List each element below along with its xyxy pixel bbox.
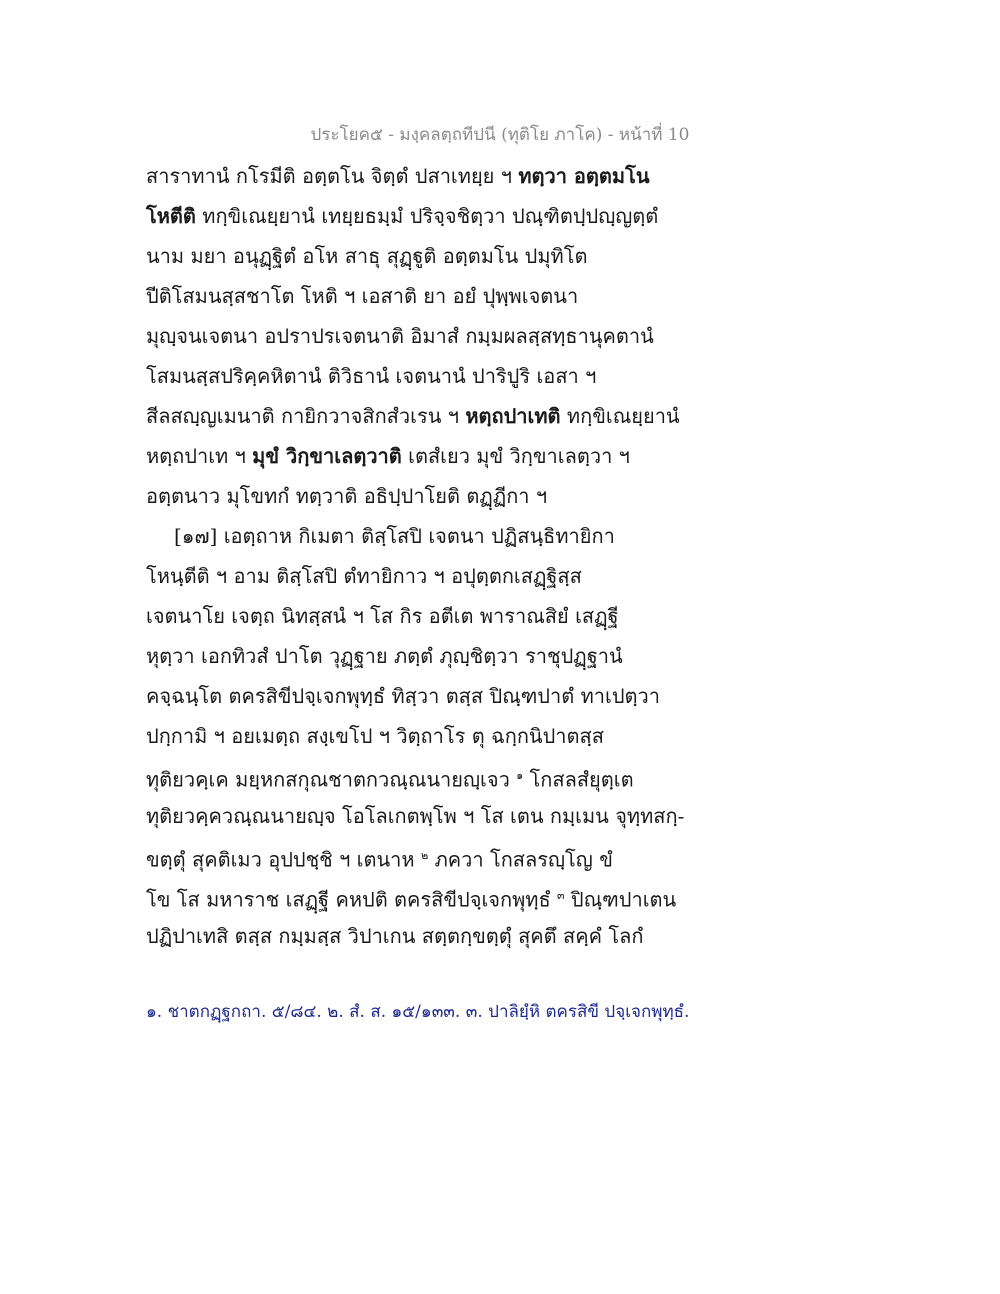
text-line-4: ปีติโสมนสฺสชาโต โหติ ฯ เอสาติ ยา อยํ ปุพฺพเจตนา <box>146 284 579 308</box>
text-line-18: ขตฺตุํ สุคติเมว อุปปชฺชิ ฯ เตนาห $^๒$ ภควา โกสลรญฺโญ ขํ <box>146 847 613 872</box>
text-line-15: ปกฺกามิ ฯ อยเมตฺถ สงฺเขโป ฯ วิตฺถาโร ตุ ฉกฺกนิปาตสฺส <box>146 724 604 748</box>
text-line-11: โหนฺตีติ ฯ อาม ติสฺโสปิ ตํทายิกาว ฯ อปุตฺตกเสฏฺฐิสฺส <box>146 564 582 588</box>
text-line-12: เจตนาโย เจตฺถ นิทสฺสนํ ฯ โส กิร อตีเต พาราณสิยํ เสฏฺฐี <box>146 604 619 628</box>
text-line-5: มุญฺจนเจตนา อปราปรเจตนาติ อิมาสํ กมฺมผลสฺสทฺธานุคตานํ <box>146 324 654 348</box>
text-line-2: โหตีติ ทกฺขิเณยฺยานํ เทยฺยธมฺมํ ปริจฺจชิตฺวา ปณฺฑิตปฺปญฺญตฺตํ <box>146 204 659 228</box>
text-line-3: นาม มยา อนุฏฺฐิตํ อโห สาธุ สุฏฺฐูติ อตฺตมโน ปมุทิโต <box>146 244 588 268</box>
footnote-text: ๑. ชาตกฏฺฐกถา. ๕/๘๔. ๒. สํ. ส. ๑๕/๑๓๓. ๓. ปาลิยํฺหิ ตครสิขี ปจฺเจกพุทฺธํ. <box>146 1002 690 1022</box>
paragraph-start-line: [๑๗] เอตฺถาห กิเมตา ติสฺโสปิ เจตนา ปฏิสนฺธิทายิกา <box>174 524 615 548</box>
page-header-title: ประโยค๕ - มงฺคลตฺถทีปนี (ทุติโย ภาโค) - หน้าที่ 10 <box>310 125 690 145</box>
footnotes <box>146 998 746 1025</box>
footnote-marker: ๑ <box>516 769 524 782</box>
text-line-20: ปฏิปาเทสิ ตสฺส กมฺมสฺส วิปาเกน สตฺตกฺขตฺตุํ สุคตึ สคฺคํ โลกํ <box>146 924 644 948</box>
footnote-marker: ๓ <box>557 889 565 902</box>
text-line-6: โสมนสฺสปริคฺคหิตานํ ติวิธานํ เจตนานํ ปาริปูริ เอสา ฯ <box>146 364 597 388</box>
bold-term: โหตีติ <box>146 204 196 228</box>
text-line-17: ทุติยวคฺควณฺณนายญฺจ โอโลเกตพฺโพ ฯ โส เตน กมฺเมน จุทฺทสกฺ- <box>146 804 685 828</box>
text-line-14: คจฺฉนฺโต ตครสิขีปจฺเจกพุทฺธํ ทิสฺวา ตสฺส ปิณฺฑปาตํ ทาเปตฺวา <box>146 684 660 708</box>
text-line-7: สีลสญฺญเมนาติ กายิกวาจสิกสํวเรน ฯ หตฺถปาเทติ ทกฺขิเณยฺยานํ <box>146 404 680 428</box>
text-line-8: หตฺถปาเท ฯ มุขํ วิกฺขาเลตฺวาติ เตสํเยว มุขํ วิกฺขาเลตฺวา ฯ <box>146 444 630 468</box>
page-header <box>0 121 1000 148</box>
bold-term: ทตฺวา อตฺตมโน <box>518 164 650 188</box>
text-line-19: โข โส มหาราช เสฏฺฐี คหปติ ตครสิขีปจฺเจกพุทฺธํ $^๓$ ปิณฺฑปาเตน <box>146 887 677 912</box>
text-line-16: ทุติยวคฺเค มยฺหกสกุณชาตกวณฺณนายญฺเจว $^๑$ โกสลสํยุตฺเต <box>146 767 634 792</box>
body-text <box>146 156 706 956</box>
footnote-marker: ๒ <box>420 849 429 862</box>
text-line-9: อตฺตนาว มุโขทกํ ทตฺวาติ อธิปฺปาโยติ ตฏฺฏีกา ฯ <box>146 484 548 508</box>
text-line-13: หุตฺวา เอกทิวสํ ปาโต วุฏฺฐาย ภตฺตํ ภุญฺชิตฺวา ราชุปฏฺฐานํ <box>146 644 623 668</box>
text-line-1: สาราทานํ กโรมีติ อตฺตโน จิตฺตํ ปสาเทยฺย ฯ ทตฺวา อตฺตมโน <box>146 164 650 188</box>
bold-term: หตฺถปาเทติ <box>465 404 561 428</box>
bold-term: มุขํ วิกฺขาเลตฺวาติ <box>252 444 402 468</box>
